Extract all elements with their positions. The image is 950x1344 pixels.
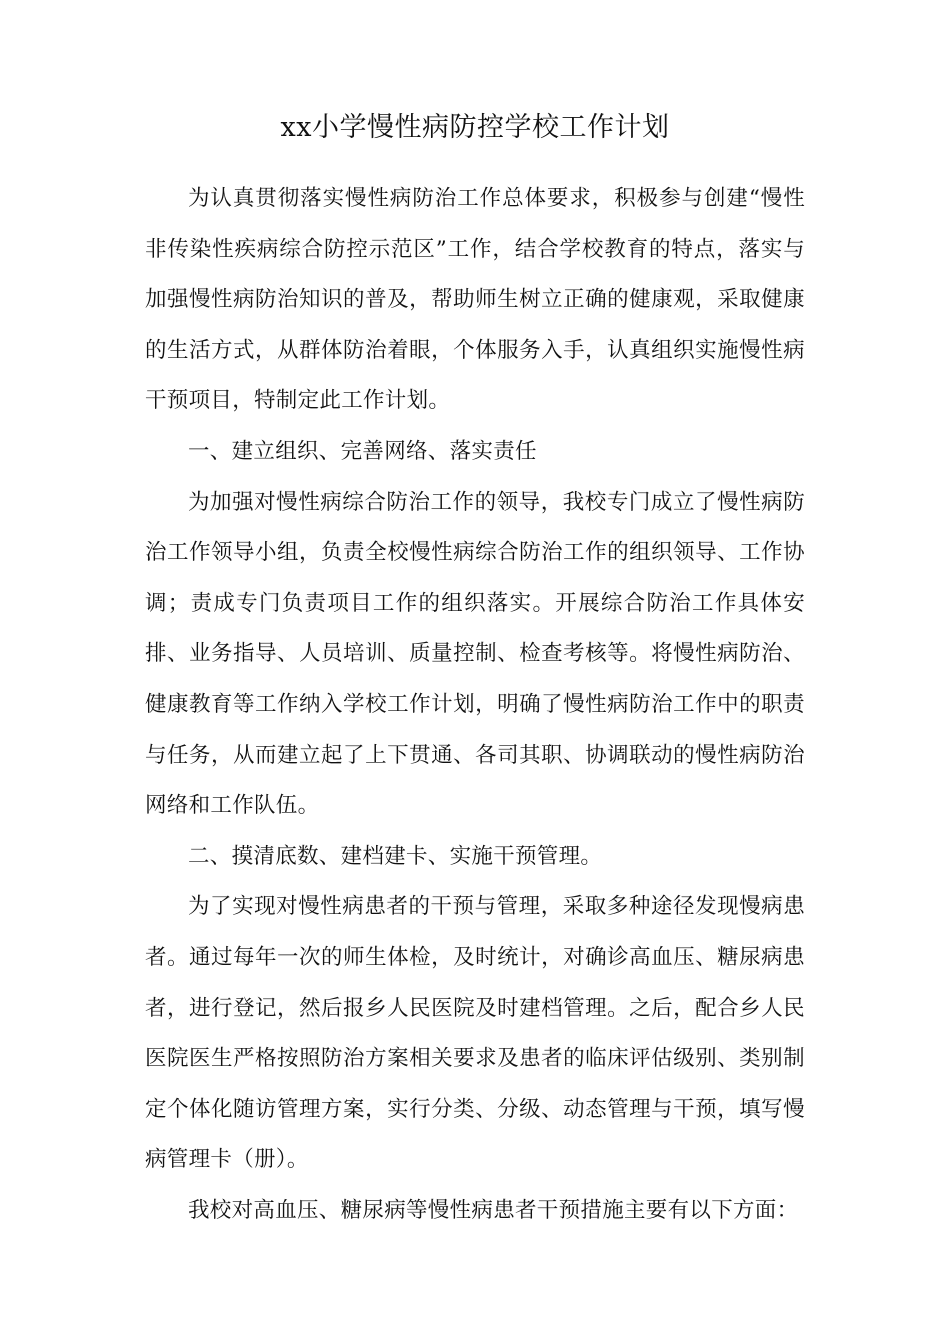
paragraph-organization: 为加强对慢性病综合防治工作的领导，我校专门成立了慢性病防治工作领导小组，负责全校慢性病综合防治工作的组织领导、工作协调；责成专门负责项目工作的组织落实。开展综合防治工作具体安排、业务指导、人员培训、质量控制、检查考核等。将慢性病防治、健康教育等工作纳入学校工作计划，明确了慢性病防治工作中的职责与任务，从而建立起了上下贯通、各司其职、协调联动的慢性病防治网络和工作队伍。 [145, 489, 805, 819]
paragraph-intro: 为认真贯彻落实慢性病防治工作总体要求，积极参与创建“慢性非传染性疾病综合防控示范区”工作，结合学校教育的特点，落实与加强慢性病防治知识的普及，帮助师生树立正确的健康观，采取健康的生活方式，从群体防治着眼，个体服务入手，认真组织实施慢性病干预项目，特制定此工作计划。 [145, 186, 805, 414]
paragraph-measures: 我校对高血压、糖尿病等慢性病患者干预措施主要有以下方面： [188, 1197, 799, 1223]
section-heading-1: 一、建立组织、完善网络、落实责任 [188, 438, 537, 464]
section-heading-2: 二、摸清底数、建档建卡、实施干预管理。 [188, 843, 603, 869]
paragraph-management: 为了实现对慢性病患者的干预与管理，采取多种途径发现慢病患者。通过每年一次的师生体检，及时统计，对确诊高血压、糖尿病患者，进行登记，然后报乡人民医院及时建档管理。之后，配合乡人民医院医生严格按照防治方案相关要求及患者的临床评估级别、类别制定个体化随访管理方案，实行分类、分级、动态管理与干预，填写慢病管理卡（册）。 [145, 894, 805, 1173]
document-title: xx小学慢性病防控学校工作计划 [280, 112, 670, 143]
